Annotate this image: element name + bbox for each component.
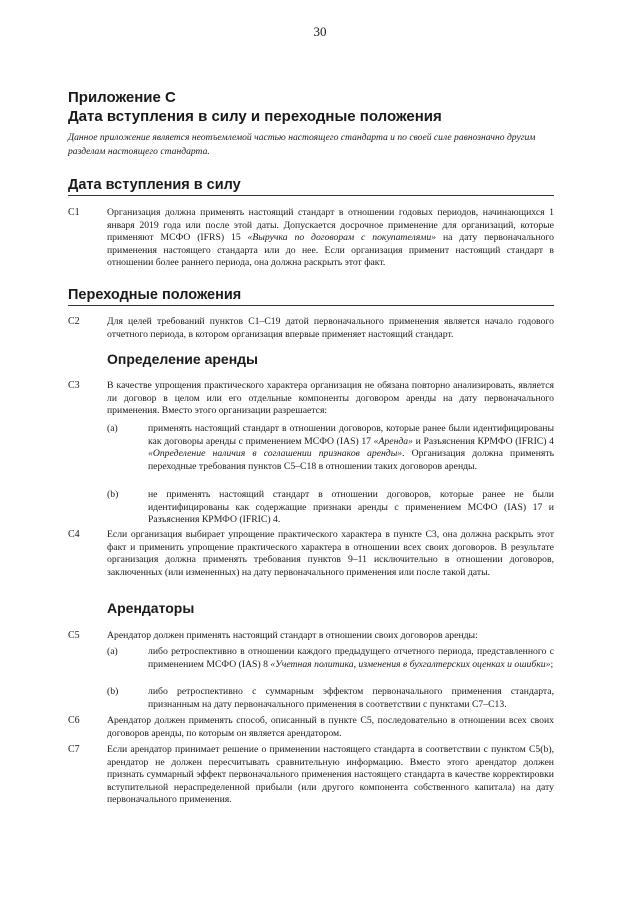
section-heading-transition: Переходные положения [68,287,554,306]
paragraph-c5-item-b: либо ретроспективно с суммарным эффектом первоначального применения стандарта, признанным на дату первоначального применения в соответствии с пунктами С7–С13. [148,686,554,710]
c3-a-text-1: применять настоящий стандарт в отношении договоров, которые ранее были идентифицированы как договоры аренды с применением МСФО (IAS) 17 [148,423,554,447]
paragraph-c3-item-a-label: (a) [107,423,118,434]
paragraph-number-c1: C1 [68,207,80,218]
section-heading-effective-date: Дата вступления в силу [68,177,554,196]
paragraph-c1-italic: «Выручка по договорам с покупателями» [247,232,437,244]
appendix-heading [68,88,442,126]
page-number: 30 [313,24,327,39]
c5-a-italic: «Учетная политика, изменения в бухгалтерских оценках и ошибки» [270,658,551,670]
paragraph-c3-item-a [148,423,554,473]
paragraph-c2: Для целей требований пунктов С1–С19 датой первоначального применения является начало годового отчетного периода, в котором организация впервые применяет настоящий стандарт. [107,316,554,340]
c3-a-text-3: . Организация должна применять переходные требования пунктов С5–С18 в отношении таких договоров аренды. [148,448,554,472]
paragraph-number-c7: C7 [68,744,80,755]
c5-a-end: ; [550,658,554,670]
paragraph-c1-text-b: на дату первоначального применения настоящего стандарта или до нее. Если организация применит настоящий стандарт в отношении более раннего периода, она должна раскрыть этот факт. [107,232,554,269]
paragraph-c7: Если арендатор принимает решение о применении настоящего стандарта в соответствии с пунктом С5(b), арендатор не должен пересчитывать сравнительную информацию. Вместо этого арендатор должен признать суммарный эффект первоначального применения настоящего стандарта в качестве корректировки вступительной нераспределенной прибыли (или другого компонента собственного капитала) на дату первоначального применения. [107,744,554,806]
paragraph-number-c4: C4 [68,529,80,540]
paragraph-c3-item-b: не применять настоящий стандарт в отношении договоров, которые ранее не были идентифицированы как содержащие признаки аренды с применением МСФО (IAS) 17 и Разъяснения КРМФО (IFRIC) 4. [148,489,554,526]
c3-a-italic-1: «Аренда» [373,435,413,447]
c3-a-italic-2: «Определение наличия в соглашении признаков аренды» [148,448,403,460]
paragraph-number-c5: C5 [68,630,80,641]
paragraph-c5: Арендатор должен применять настоящий стандарт в отношении своих договоров аренды: [107,630,478,641]
c3-a-text-2: и Разъяснения КРМФО (IFRIC) 4 [412,435,554,447]
paragraph-number-c3: C3 [68,380,80,391]
paragraph-c3-item-b-label: (b) [107,489,119,500]
appendix-title: Дата вступления в силу и переходные положения [68,108,442,125]
appendix-label: Приложение С [68,89,176,106]
paragraph-c1-text-a: Организация должна применять настоящий стандарт в отношении годовых периодов, начинающихся 1 января 2019 года или после этой даты. Допускается досрочное применение для организаций, которые применяют МСФО (IFRS) 15 [107,207,554,244]
paragraph-c3: В качестве упрощения практического характера организация не обязана повторно анализировать, является ли договор в целом или его отдельные компоненты договором аренды на дату первоначального применения. Вместо этого организации разрешается: [107,380,554,417]
paragraph-c5-item-a [148,646,554,671]
paragraph-number-c2: C2 [68,316,80,327]
paragraph-c5-item-b-label: (b) [107,686,119,697]
subsection-heading-lease-definition: Определение аренды [107,351,259,367]
paragraph-c4: Если организация выбирает упрощение практического характера в пункте С3, она должна раскрыть этот факт и применить упрощение практического характера в отношении всех своих договоров. В результате организация должна применять требования пунктов 9–11 исключительно в отношении договоров, заключенных (или измененных) на дату первоначального применения или после такой даты. [107,529,554,578]
subsection-heading-lessees: Арендаторы [107,600,195,616]
paragraph-c5-item-a-label: (a) [107,646,118,657]
paragraph-c6: Арендатор должен применять способ, описанный в пункте С5, последовательно в отношении всех своих договоров аренды, по которым он является арендатором. [107,715,554,739]
appendix-intro: Данное приложение является неотъемлемой частью настоящего стандарта и по своей силе равнозначно другим разделам настоящего стандарта. [68,132,536,157]
paragraph-c1 [107,207,554,270]
paragraph-number-c6: C6 [68,715,80,726]
c5-a-text: либо ретроспективно в отношении каждого предыдущего отчетного периода, представленного с применением МСФО (IAS) 8 [148,646,554,670]
